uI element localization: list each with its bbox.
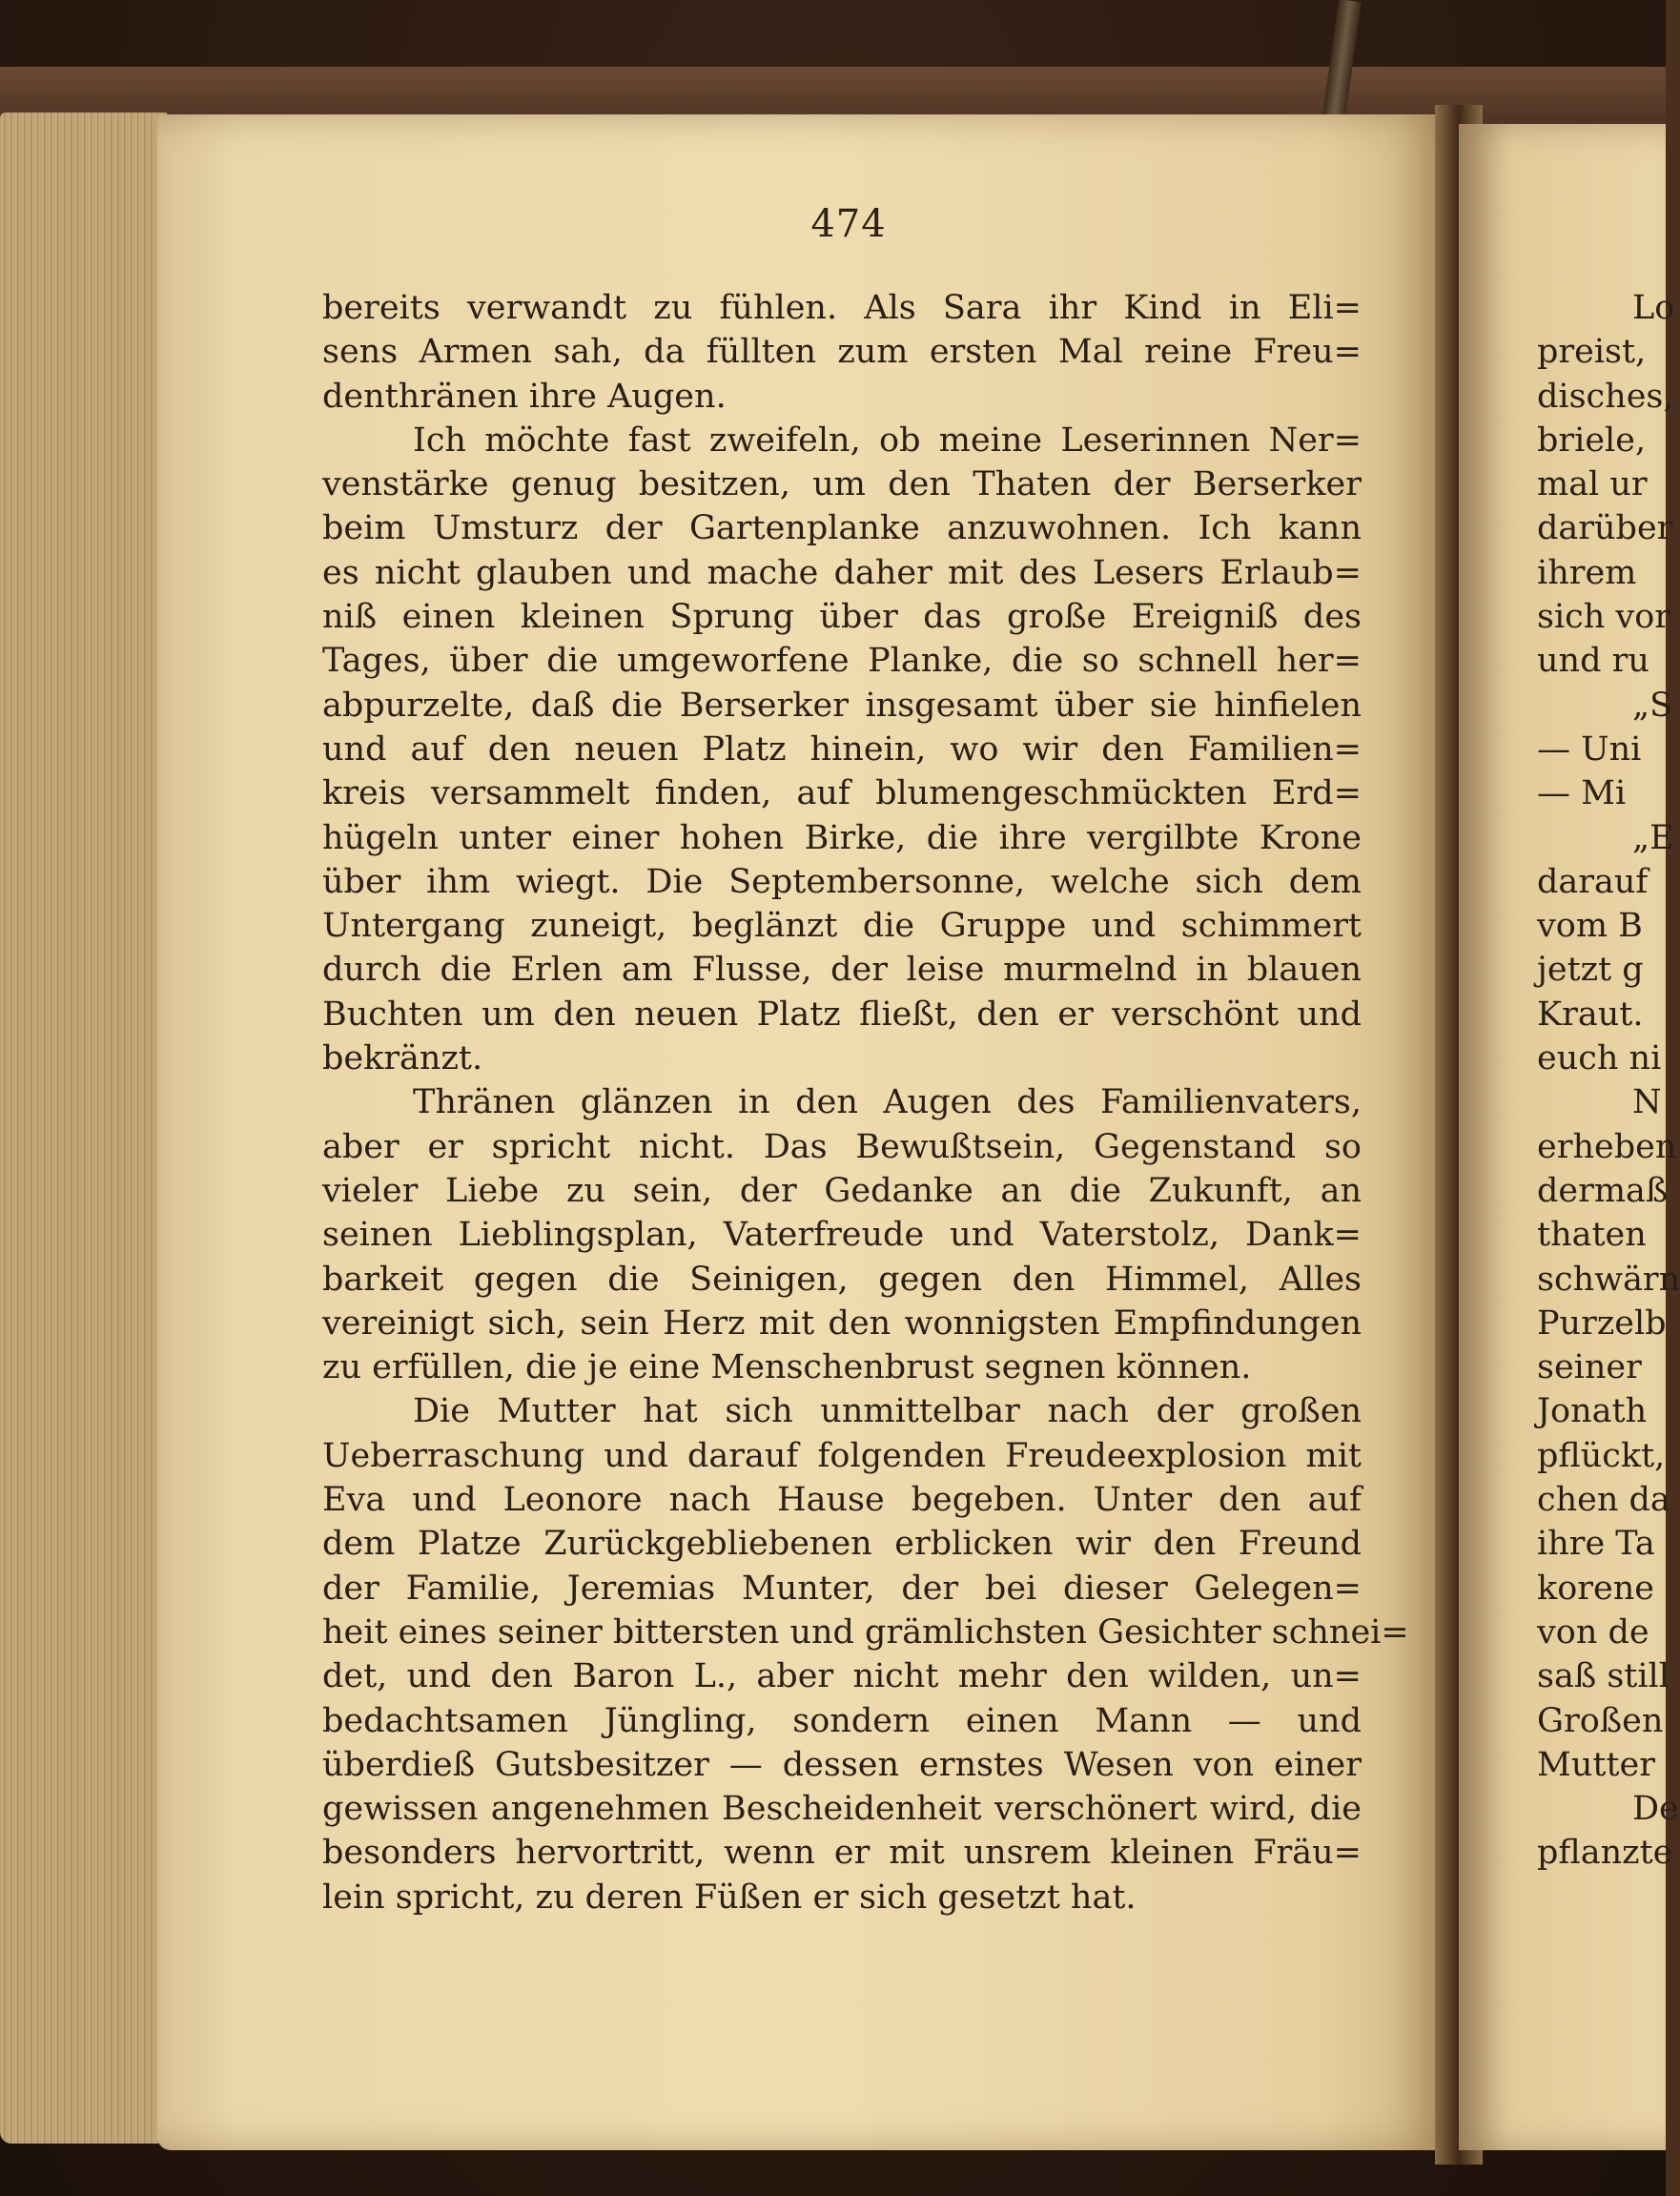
text-line: sens Armen sah, da füllten zum ersten Mal reine Freu=	[322, 333, 1362, 372]
text-line: dermaß	[1537, 1171, 1669, 1210]
text-line: Ueberraschung und darauf folgenden Freudeexplosion mit	[322, 1436, 1362, 1475]
text-line: Jonath	[1537, 1392, 1648, 1431]
page-number: 474	[810, 202, 887, 246]
text-line: gewissen angenehmen Bescheidenheit verschönert wird, die	[322, 1790, 1362, 1829]
text-line: zu erfüllen, die je eine Menschenbrust segnen können.	[322, 1348, 1252, 1387]
right-page-body-text	[1537, 286, 1680, 1876]
text-line: Thränen glänzen in den Augen des Familienvaters,	[413, 1083, 1362, 1122]
text-line: Mutter	[1537, 1745, 1655, 1784]
text-line: überdieß Gutsbesitzer — dessen ernstes Wesen von einer	[322, 1745, 1362, 1784]
text-line: über ihm wiegt. Die Septembersonne, welche sich dem	[322, 862, 1362, 901]
text-line: Purzelb	[1537, 1303, 1667, 1343]
text-line: Kraut.	[1537, 995, 1644, 1034]
text-line: — Mi	[1537, 774, 1627, 813]
text-line: euch ni	[1537, 1039, 1662, 1078]
text-line: ihrem	[1537, 553, 1637, 592]
page-stack-edges	[0, 113, 167, 2144]
text-line: durch die Erlen am Flusse, der leise murmelnd in blauen	[322, 951, 1362, 990]
text-line: N	[1632, 1083, 1662, 1122]
text-line: „E	[1632, 818, 1674, 857]
text-line: barkeit gegen die Seinigen, gegen den Himmel, Alles	[322, 1260, 1362, 1299]
text-line: niß einen kleinen Sprung über das große Ereigniß des	[322, 598, 1362, 637]
text-line: pflanzte	[1537, 1834, 1673, 1873]
text-line: darauf	[1537, 862, 1649, 901]
text-line: aber er spricht nicht. Das Bewußtsein, Gegenstand so	[322, 1127, 1362, 1166]
text-line: Untergang zuneigt, beglänzt die Gruppe und schimmert	[322, 907, 1362, 946]
text-line: abpurzelte, daß die Berserker insgesamt über sie hinfielen	[322, 686, 1362, 725]
text-line: preist,	[1537, 333, 1647, 372]
text-line: korene	[1537, 1569, 1654, 1608]
text-line: denthränen ihre Augen.	[322, 377, 727, 416]
text-line: Tages, über die umgeworfene Planke, die so schnell her=	[322, 642, 1362, 681]
text-line: saß still	[1537, 1657, 1670, 1696]
text-line: „S	[1632, 686, 1673, 725]
text-line: Lo	[1632, 289, 1675, 327]
text-line: Großen	[1537, 1701, 1664, 1740]
text-line: disches,	[1537, 377, 1674, 416]
text-line: sich vor	[1537, 598, 1670, 637]
text-line: darüber	[1537, 509, 1673, 548]
left-page-body-text	[322, 286, 1409, 1919]
text-line: briele,	[1537, 421, 1647, 460]
text-line: mal ur	[1537, 465, 1648, 504]
text-line: der Familie, Jeremias Munter, der bei dieser Gelegen=	[322, 1569, 1362, 1608]
text-line: dem Platze Zurückgebliebenen erblicken wir den Freund	[322, 1525, 1362, 1564]
text-line: pflückt,	[1537, 1436, 1666, 1475]
text-line: heit eines seiner bittersten und grämlichsten Gesichter schnei=	[322, 1612, 1409, 1652]
text-line: vieler Liebe zu sein, der Gedanke an die Zukunft, an	[322, 1171, 1362, 1210]
text-line: det, und den Baron L., aber nicht mehr den wilden, un=	[322, 1657, 1362, 1696]
text-line: vereinigt sich, sein Herz mit den wonnigsten Empfindungen	[322, 1303, 1362, 1343]
text-line: es nicht glauben und mache daher mit des Lesers Erlaub=	[322, 553, 1362, 592]
text-line: besonders hervortritt, wenn er mit unsrem kleinen Fräu=	[322, 1834, 1362, 1873]
text-line: Buchten um den neuen Platz fließt, den er verschönt und	[322, 995, 1362, 1034]
text-line: vom B	[1537, 907, 1643, 946]
text-line: venstärke genug besitzen, um den Thaten der Berserker	[322, 465, 1362, 504]
text-line: De	[1632, 1790, 1679, 1829]
text-line: schwärn	[1537, 1260, 1680, 1299]
text-line: ihre Ta	[1537, 1525, 1655, 1564]
text-line: bekränzt.	[322, 1039, 483, 1078]
text-line: von de	[1537, 1612, 1649, 1652]
text-line: lein spricht, zu deren Füßen er sich gesetzt hat.	[322, 1878, 1137, 1917]
text-line: chen da	[1537, 1481, 1670, 1520]
text-line: Die Mutter hat sich unmittelbar nach der großen	[413, 1392, 1362, 1431]
text-line: — Uni	[1537, 729, 1642, 769]
text-line: jetzt g	[1537, 951, 1644, 990]
text-line: bereits verwandt zu fühlen. Als Sara ihr Kind in Eli=	[322, 289, 1362, 327]
text-line: beim Umsturz der Gartenplanke anzuwohnen. Ich kann	[322, 509, 1362, 548]
text-line: kreis versammelt finden, auf blumengeschmückten Erd=	[322, 774, 1362, 813]
text-line: seiner	[1537, 1348, 1642, 1387]
text-line: erheben	[1537, 1127, 1677, 1166]
text-line: seinen Lieblingsplan, Vaterfreude und Vaterstolz, Dank=	[322, 1216, 1362, 1255]
text-line: und auf den neuen Platz hinein, wo wir den Familien=	[322, 729, 1362, 769]
text-line: Ich möchte fast zweifeln, ob meine Leserinnen Ner=	[413, 421, 1362, 460]
text-line: Eva und Leonore nach Hause begeben. Unter den auf	[322, 1481, 1362, 1520]
text-line: hügeln unter einer hohen Birke, die ihre vergilbte Krone	[322, 818, 1362, 857]
text-line: und ru	[1537, 642, 1649, 681]
text-line: bedachtsamen Jüngling, sondern einen Mann — und	[322, 1701, 1362, 1740]
text-line: thaten	[1537, 1216, 1647, 1255]
